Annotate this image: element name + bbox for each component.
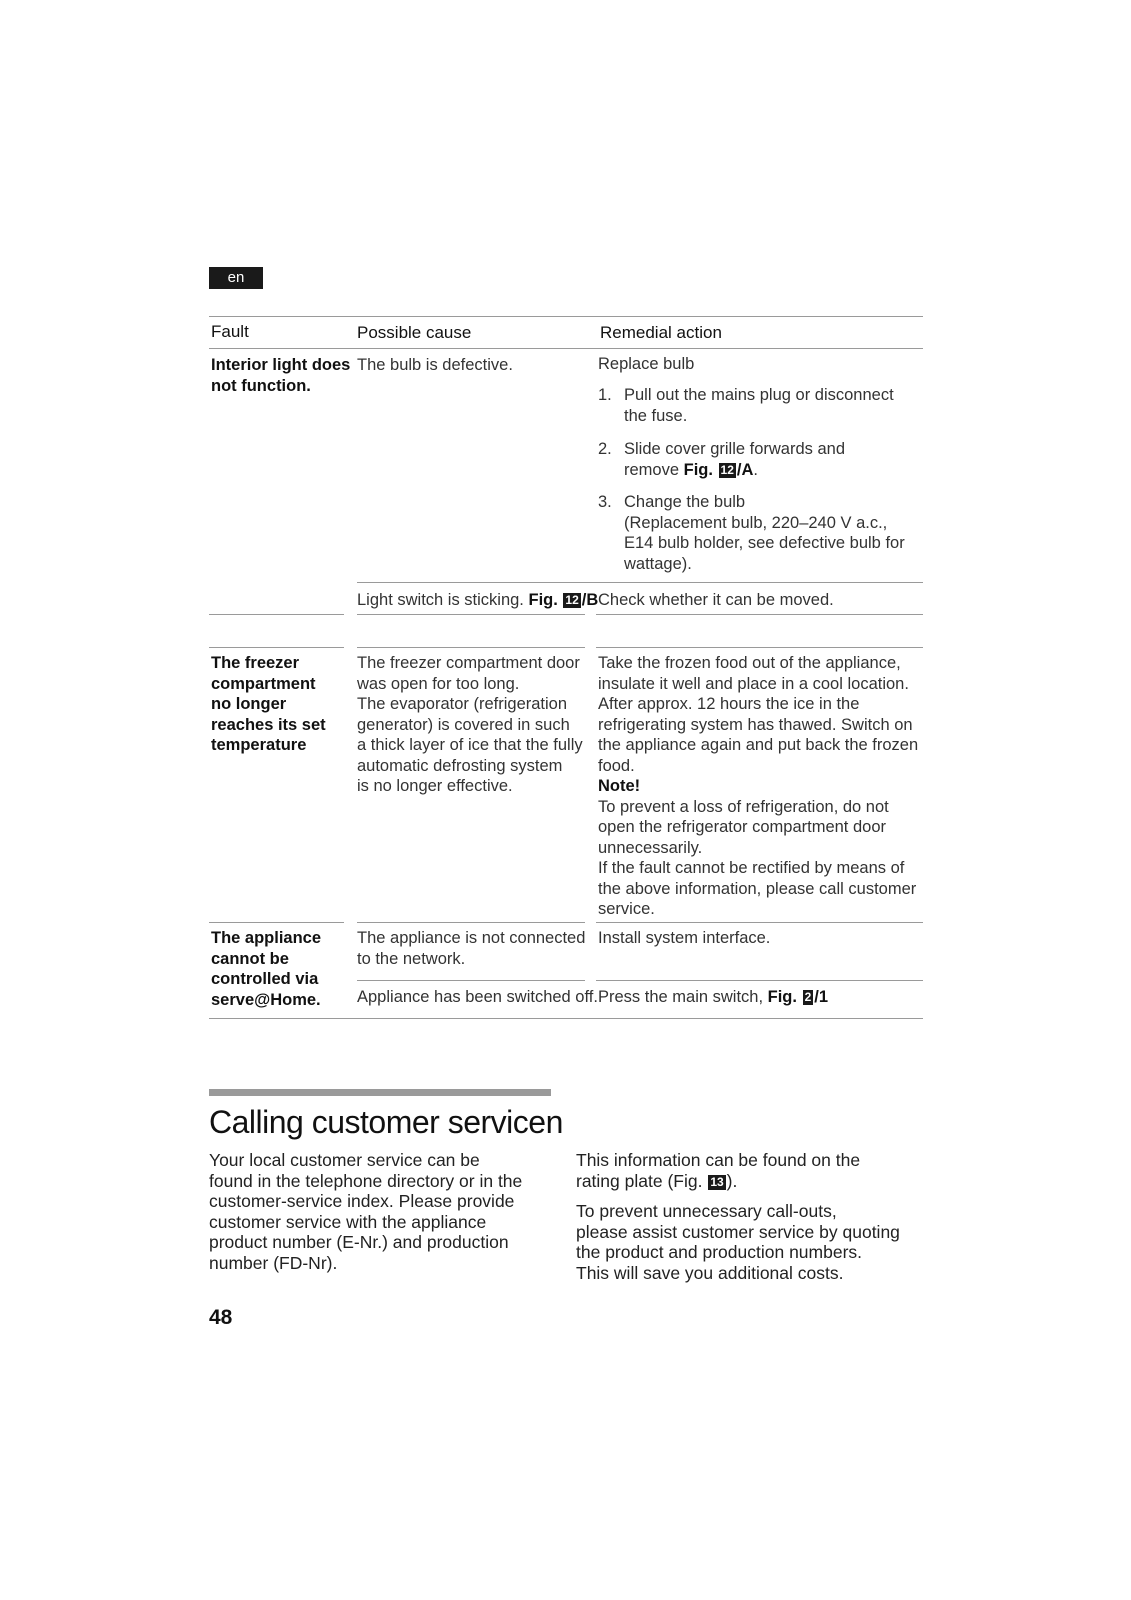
cause-switched-off: Appliance has been switched off. — [357, 988, 598, 1006]
fault-serve-at-home: The appliance cannot be controlled via serve@Home. — [211, 929, 322, 1009]
section-title: Calling customer servicen — [209, 1104, 563, 1140]
header-remedial-action: Remedial action — [600, 323, 722, 342]
section-left-paragraph: Your local customer service can be found in the telephone directory or in the customer-service index. Please provide customer service with the appliance product number (E-Nr.) and production number (FD-Nr). — [209, 1150, 523, 1273]
row1-bottom-rule-a — [209, 614, 344, 615]
table-top-rule — [209, 316, 923, 317]
row1-bottom-rule-c — [596, 614, 923, 615]
section-right-paragraph-1: This information can be found on the rating plate (Fig. 13 ). — [576, 1150, 861, 1191]
language-badge: en — [209, 267, 263, 289]
fault-interior-light: Interior light does not function. — [211, 356, 351, 395]
page-number: 48 — [209, 1306, 233, 1329]
remedy-check-switch: Check whether it can be moved. — [598, 591, 834, 609]
row3-sub-rule-b — [357, 980, 585, 981]
fault-freezer-temperature: The freezer compartment no longer reaches its set temperature — [211, 654, 326, 754]
row1-sub-rule — [357, 582, 923, 583]
figure-reference-icon: 12 — [565, 593, 579, 607]
section-right-paragraph-2: To prevent unnecessary call-outs, please assist customer service by quoting the product and production numbers. This will save you additional costs. — [576, 1201, 900, 1283]
row3-top-rule-c — [596, 922, 923, 923]
header-possible-cause: Possible cause — [357, 323, 472, 342]
row2-top-rule-a — [209, 647, 344, 648]
row2-top-rule-b — [357, 647, 585, 648]
remedy-step-3: 3. Change the bulb (Replacement bulb, 220–240 V a.c., E14 bulb holder, see defective bulb for wattage). — [598, 493, 905, 573]
remedy-freezer: Take the frozen food out of the appliance, insulate it well and place in a cool location. After approx. 12 hours the ice in the refrigerating system has thawed. Switch on the appliance again and put back the frozen food. Note! To prevent a loss of refrigeration, do not open the refrigerator compartment door unnecessarily. If the fault cannot be rectified by means of the above information, please call customer service. — [598, 654, 919, 918]
remedy-replace-bulb: Replace bulb — [598, 355, 695, 373]
row3-top-rule-b — [357, 922, 585, 923]
note-label: Note! — [598, 777, 641, 795]
cause-bulb-defective: The bulb is defective. — [357, 356, 513, 374]
cause-freezer: The freezer compartment door was open for too long. The evaporator (refrigeration generator) is covered in such a thick layer of ice that the fully automatic defrosting system is no longer effective. — [357, 654, 583, 795]
cause-light-switch-sticking: Light switch is sticking. Fig. 12 /B — [357, 591, 599, 609]
table-bottom-rule — [209, 1018, 923, 1019]
figure-reference-icon: 13 — [710, 1174, 724, 1189]
row2-top-rule-c — [596, 647, 923, 648]
section-divider-bar — [209, 1089, 551, 1096]
header-fault: Fault — [211, 322, 249, 341]
row1-bottom-rule-b — [357, 614, 585, 615]
figure-reference-icon: 2 — [804, 990, 812, 1004]
remedy-main-switch: Press the main switch, Fig. 2 /1 — [598, 988, 829, 1006]
header-rule — [209, 348, 923, 349]
remedy-step-2: 2. Slide cover grille forwards and remove Fig. 12 /A. — [598, 440, 846, 479]
figure-reference-icon: 12 — [720, 462, 734, 477]
remedy-install-interface: Install system interface. — [598, 929, 771, 947]
remedy-step-1: 1. Pull out the mains plug or disconnect the fuse. — [598, 386, 894, 425]
row3-sub-rule-c — [596, 980, 923, 981]
row3-top-rule-a — [209, 922, 344, 923]
cause-not-connected: The appliance is not connected to the network. — [357, 929, 586, 968]
